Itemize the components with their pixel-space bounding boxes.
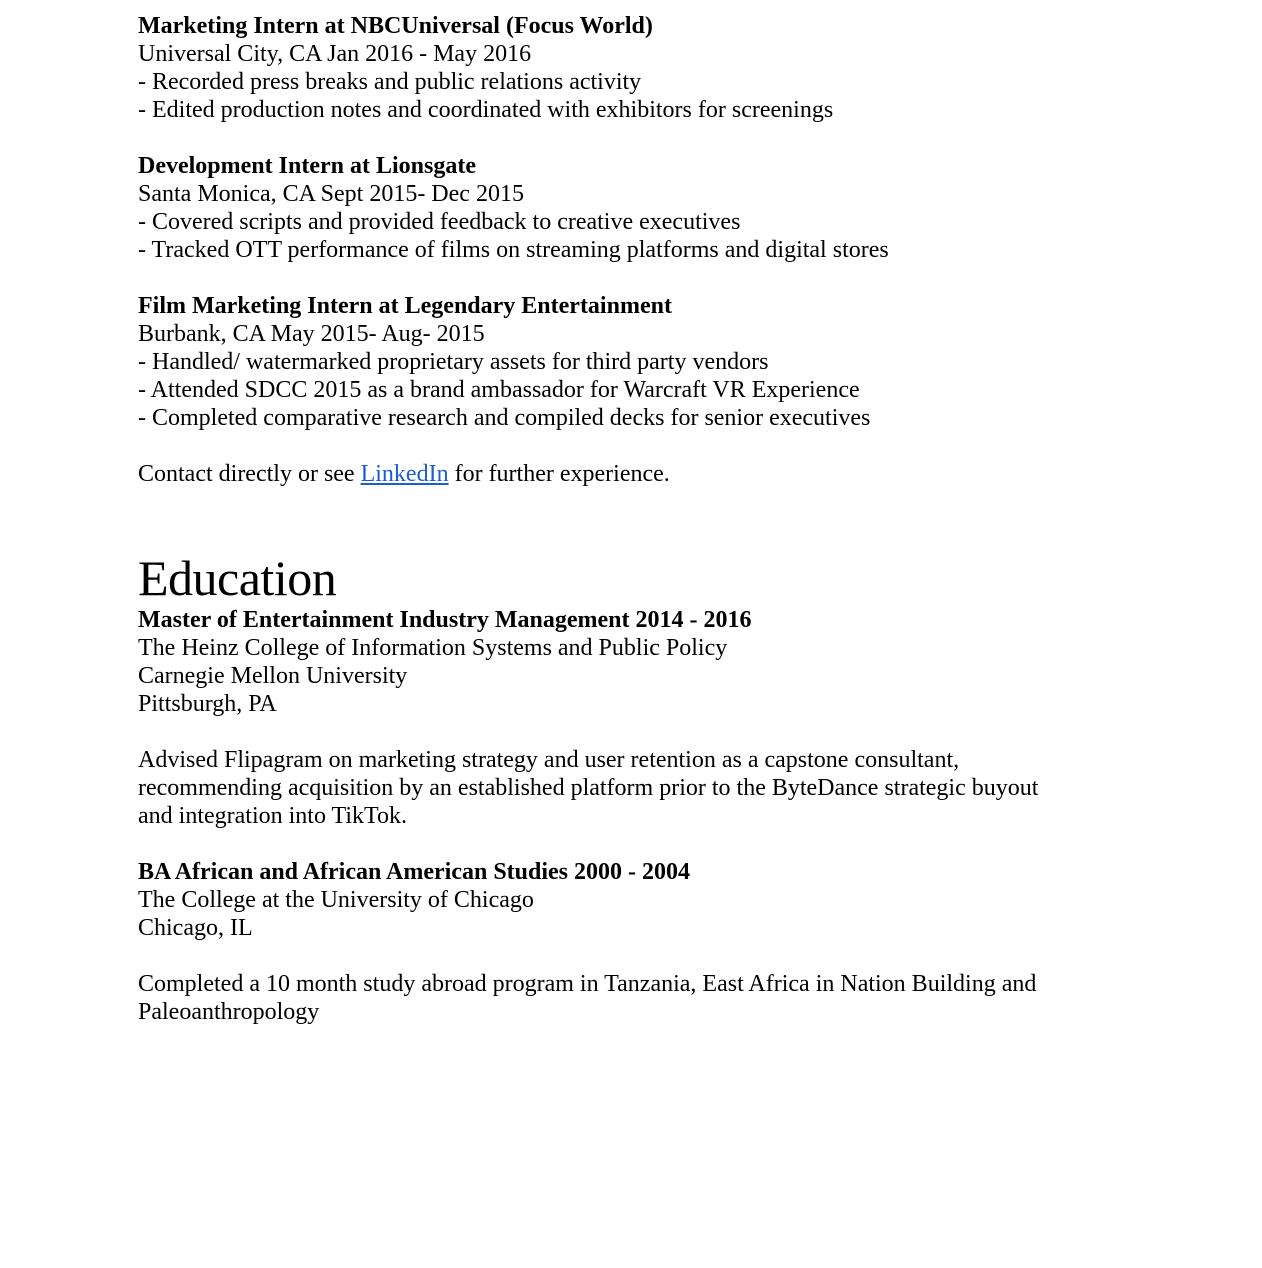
job-title: Film Marketing Intern at Legendary Entertainment	[138, 293, 672, 319]
job-bullet: - Handled/ watermarked proprietary assets for third party vendors	[138, 349, 769, 375]
job-title: Development Intern at Lionsgate	[138, 153, 476, 179]
experience-entry-lionsgate	[138, 152, 1058, 264]
degree-line: The College at the University of Chicago	[138, 887, 534, 913]
job-bullet: - Attended SDCC 2015 as a brand ambassador for Warcraft VR Experience	[138, 377, 860, 403]
education-entry-cmu	[138, 606, 1058, 718]
degree-title: Master of Entertainment Industry Management 2014 - 2016	[138, 607, 752, 633]
job-bullet: - Recorded press breaks and public relations activity	[138, 69, 642, 95]
degree-line: Carnegie Mellon University	[138, 663, 408, 689]
experience-entry-nbcuniversal	[138, 12, 1058, 124]
job-bullet: - Tracked OTT performance of films on streaming platforms and digital stores	[138, 237, 889, 263]
degree-note: Advised Flipagram on marketing strategy and user retention as a capstone consultant, recommending acquisition by an established platform prior to the ByteDance strategic buyout and integration into TikTok.	[138, 747, 1039, 829]
job-title: Marketing Intern at NBCUniversal (Focus World)	[138, 13, 653, 39]
degree-line: Pittsburgh, PA	[138, 691, 277, 717]
job-bullet: - Covered scripts and provided feedback to creative executives	[138, 209, 741, 235]
education-heading: Education	[138, 550, 337, 606]
experience-entry-legendary	[138, 292, 1058, 432]
job-location-dates: Universal City, CA Jan 2016 - May 2016	[138, 41, 532, 67]
section-spacer	[138, 488, 1058, 544]
job-bullet: - Edited production notes and coordinated with exhibitors for screenings	[138, 97, 834, 123]
education-note-uchicago	[138, 970, 1058, 1026]
contact-suffix: for further experience.	[448, 461, 670, 487]
degree-line: The Heinz College of Information Systems and Public Policy	[138, 635, 728, 661]
contact-line	[138, 460, 1058, 488]
degree-line: Chicago, IL	[138, 915, 253, 941]
job-location-dates: Burbank, CA May 2015- Aug- 2015	[138, 321, 485, 347]
education-entry-uchicago	[138, 858, 1058, 942]
linkedin-link[interactable]: LinkedIn	[360, 461, 449, 487]
degree-note: Completed a 10 month study abroad program in Tanzania, East Africa in Nation Building and Paleoanthropology	[138, 971, 1037, 1025]
job-bullet: - Completed comparative research and compiled decks for senior executives	[138, 405, 871, 431]
job-location-dates: Santa Monica, CA Sept 2015- Dec 2015	[138, 181, 524, 207]
education-note-cmu	[138, 746, 1058, 830]
degree-title: BA African and African American Studies 2000 - 2004	[138, 859, 691, 885]
contact-prefix: Contact directly or see	[138, 461, 361, 487]
